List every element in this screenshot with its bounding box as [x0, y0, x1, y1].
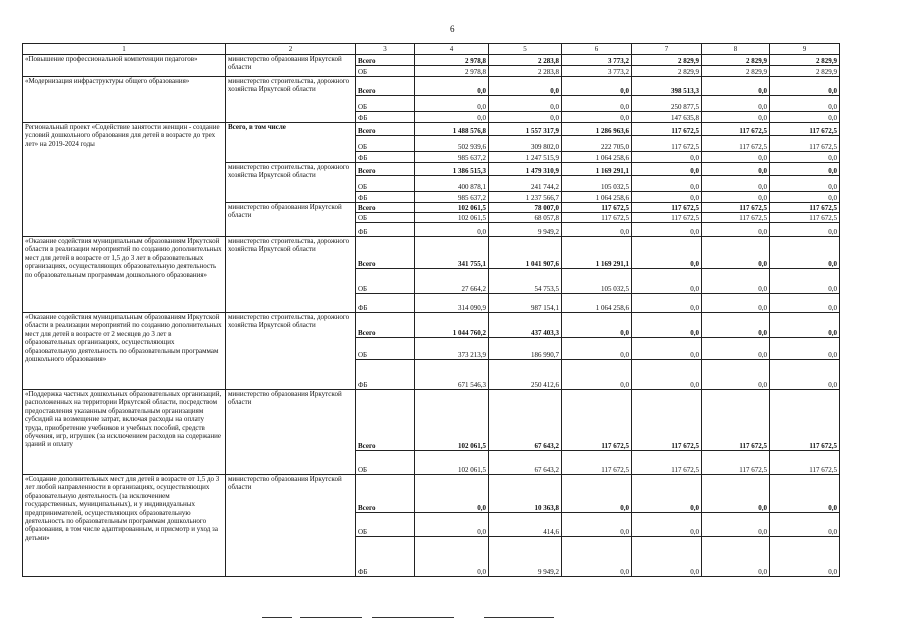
value-cell: 68 057,8 [489, 213, 562, 223]
table-row [23, 77, 840, 96]
value-cell: 0,0 [415, 513, 489, 537]
value-cell: 0,0 [770, 192, 840, 203]
value-cell: 117 672,5 [770, 136, 840, 152]
value-cell: 147 635,8 [632, 112, 702, 123]
source-cell: Всего [356, 237, 415, 269]
value-cell: 117 672,5 [770, 451, 840, 475]
value-cell: 0,0 [702, 223, 770, 237]
column-header: 1 [23, 44, 226, 55]
executor: министерство образования Иркутской области [226, 55, 356, 77]
table-row [23, 475, 840, 513]
value-cell: 117 672,5 [770, 213, 840, 223]
value-cell: 0,0 [632, 192, 702, 203]
value-cell: 1 488 576,8 [415, 123, 489, 136]
value-cell: 2 829,9 [770, 66, 840, 77]
value-cell: 0,0 [415, 223, 489, 237]
value-cell: 1 386 515,3 [415, 163, 489, 176]
source-cell: ОБ [356, 269, 415, 294]
value-cell: 1 247 515,9 [489, 152, 562, 163]
source-cell: ОБ [356, 66, 415, 77]
value-cell: 2 283,8 [489, 66, 562, 77]
source-cell: Всего [356, 163, 415, 176]
value-cell: 117 672,5 [770, 123, 840, 136]
value-cell: 54 753,5 [489, 269, 562, 294]
value-cell: 1 041 907,6 [489, 237, 562, 269]
value-cell: 1 169 291,1 [562, 237, 632, 269]
value-cell: 1 064 258,6 [562, 152, 632, 163]
footer-rule-1 [262, 617, 292, 618]
value-cell: 341 755,1 [415, 237, 489, 269]
value-cell: 186 990,7 [489, 338, 562, 360]
value-cell: 0,0 [770, 223, 840, 237]
value-cell: 0,0 [632, 475, 702, 513]
value-cell: 102 061,5 [415, 203, 489, 213]
value-cell: 0,0 [562, 112, 632, 123]
value-cell: 1 286 963,6 [562, 123, 632, 136]
value-cell: 414,6 [489, 513, 562, 537]
value-cell: 117 672,5 [770, 203, 840, 213]
value-cell: 117 672,5 [562, 390, 632, 451]
value-cell: 0,0 [415, 77, 489, 96]
source-cell: ФБ [356, 223, 415, 237]
value-cell: 0,0 [632, 152, 702, 163]
source-cell: ФБ [356, 360, 415, 390]
source-cell: Всего [356, 475, 415, 513]
source-cell: ФБ [356, 192, 415, 203]
value-cell: 0,0 [702, 77, 770, 96]
source-cell: Всего [356, 123, 415, 136]
table-body [23, 44, 840, 577]
table-row [23, 313, 840, 338]
value-cell: 117 672,5 [632, 203, 702, 213]
footer-rule-4 [484, 617, 554, 618]
value-cell: 0,0 [702, 152, 770, 163]
value-cell: 67 643,2 [489, 390, 562, 451]
value-cell: 222 705,0 [562, 136, 632, 152]
source-cell: ФБ [356, 294, 415, 313]
project-name: Региональный проект «Содействие занятости женщин - создание условий дошкольного образования для детей в возрасте до трех лет» на 2019-2024 годы [23, 123, 226, 237]
executor: министерство строительства, дорожного хозяйства Иркутской области [226, 313, 356, 390]
measure-name: «Оказание содействия муниципальным образованиям Иркутской области в реализации мероприятий по созданию дополнительных мест для детей в возрасте от 1,5 до 3 лет в образовательных организациях, осуществляющих образовательную деятельность по образовательным программам дошкольного образования» [23, 237, 226, 313]
value-cell: 105 032,5 [562, 176, 632, 192]
value-cell: 2 978,8 [415, 66, 489, 77]
value-cell: 0,0 [770, 176, 840, 192]
value-cell: 0,0 [770, 360, 840, 390]
value-cell: 0,0 [770, 338, 840, 360]
executor: министерство образования Иркутской области [226, 390, 356, 475]
value-cell: 987 154,1 [489, 294, 562, 313]
source-cell: ОБ [356, 213, 415, 223]
value-cell: 117 672,5 [702, 213, 770, 223]
value-cell: 0,0 [632, 294, 702, 313]
value-cell: 0,0 [770, 537, 840, 577]
value-cell: 0,0 [562, 77, 632, 96]
value-cell: 1 044 760,2 [415, 313, 489, 338]
measure-name: «Создание дополнительных мест для детей в возрасте от 1,5 до 3 лет любой направленности в организациях, осуществляющих образовательную деятельность (за исключением государственных, муниципальных), и у индивидуальных предпринимателей, осуществляющих образовательную деятельность по образовательным программам дошкольного образования, в том числе адаптированным, и присмотр и уход за детьми» [23, 475, 226, 577]
source-cell: ФБ [356, 537, 415, 577]
value-cell: 0,0 [632, 223, 702, 237]
value-cell: 0,0 [415, 537, 489, 577]
value-cell: 373 213,9 [415, 338, 489, 360]
value-cell: 0,0 [702, 237, 770, 269]
value-cell: 985 637,2 [415, 192, 489, 203]
source-cell: ОБ [356, 96, 415, 112]
value-cell: 502 939,6 [415, 136, 489, 152]
value-cell: 0,0 [415, 96, 489, 112]
value-cell: 0,0 [415, 112, 489, 123]
source-cell: ОБ [356, 513, 415, 537]
value-cell: 0,0 [770, 152, 840, 163]
value-cell: 0,0 [770, 513, 840, 537]
value-cell: 0,0 [702, 192, 770, 203]
source-cell: ФБ [356, 152, 415, 163]
value-cell: 1 479 310,9 [489, 163, 562, 176]
value-cell: 985 637,2 [415, 152, 489, 163]
value-cell: 437 403,3 [489, 313, 562, 338]
value-cell: 309 802,0 [489, 136, 562, 152]
value-cell: 0,0 [489, 112, 562, 123]
value-cell: 0,0 [632, 338, 702, 360]
value-cell: 2 829,9 [702, 66, 770, 77]
value-cell: 117 672,5 [632, 213, 702, 223]
measure-name: «Модернизация инфраструктуры общего образования» [23, 77, 226, 123]
table-row [23, 55, 840, 66]
measure-name: «Поддержка частных дошкольных образовательных организаций, расположенных на территории Иркутской области, посредством предоставления указанным образовательным организациям субсидий на возмещение затрат, включая расходы на оплату труда, приобретение учебников и учебных пособий, средств обучения, игр, игрушек (за исключением расходов на содержание зданий и оплату [23, 390, 226, 475]
value-cell: 0,0 [632, 313, 702, 338]
value-cell: 0,0 [632, 360, 702, 390]
source-cell: ОБ [356, 338, 415, 360]
value-cell: 102 061,5 [415, 390, 489, 451]
value-cell: 1 557 317,9 [489, 123, 562, 136]
value-cell: 9 949,2 [489, 537, 562, 577]
value-cell: 0,0 [702, 294, 770, 313]
table-row [23, 237, 840, 269]
value-cell: 0,0 [632, 176, 702, 192]
value-cell: 0,0 [562, 475, 632, 513]
value-cell: 0,0 [562, 96, 632, 112]
value-cell: 2 829,9 [632, 55, 702, 66]
executor: министерство строительства, дорожного хозяйства Иркутской области [226, 237, 356, 313]
value-cell: 0,0 [562, 338, 632, 360]
executor: министерство строительства, дорожного хозяйства Иркутской области [226, 163, 356, 203]
column-header: 5 [489, 44, 562, 55]
value-cell: 0,0 [702, 513, 770, 537]
source-cell: ОБ [356, 136, 415, 152]
value-cell: 2 829,9 [770, 55, 840, 66]
value-cell: 117 672,5 [562, 213, 632, 223]
value-cell: 117 672,5 [632, 136, 702, 152]
value-cell: 671 546,3 [415, 360, 489, 390]
value-cell: 0,0 [702, 338, 770, 360]
value-cell: 0,0 [770, 96, 840, 112]
source-cell: Всего [356, 313, 415, 338]
value-cell: 117 672,5 [702, 123, 770, 136]
value-cell: 102 061,5 [415, 451, 489, 475]
executor: министерство строительства, дорожного хозяйства Иркутской области [226, 77, 356, 123]
value-cell: 0,0 [702, 360, 770, 390]
value-cell: 0,0 [702, 313, 770, 338]
value-cell: 3 773,2 [562, 66, 632, 77]
column-header: 7 [632, 44, 702, 55]
value-cell: 1 064 258,6 [562, 192, 632, 203]
value-cell: 0,0 [770, 269, 840, 294]
value-cell: 0,0 [489, 96, 562, 112]
value-cell: 0,0 [702, 269, 770, 294]
value-cell: 78 007,0 [489, 203, 562, 213]
measure-name: «Повышение профессиональной компетенции педагогов» [23, 55, 226, 77]
value-cell: 0,0 [632, 269, 702, 294]
value-cell: 250 412,6 [489, 360, 562, 390]
value-cell: 0,0 [632, 163, 702, 176]
value-cell: 0,0 [562, 537, 632, 577]
executor: Всего, в том числе [226, 123, 356, 163]
value-cell: 398 513,3 [632, 77, 702, 96]
value-cell: 0,0 [415, 475, 489, 513]
value-cell: 9 949,2 [489, 223, 562, 237]
value-cell: 0,0 [702, 537, 770, 577]
value-cell: 0,0 [702, 163, 770, 176]
source-cell: Всего [356, 55, 415, 66]
value-cell: 0,0 [702, 176, 770, 192]
value-cell: 117 672,5 [562, 203, 632, 213]
footer-rule-2 [300, 617, 362, 618]
table-row [23, 123, 840, 136]
value-cell: 0,0 [562, 513, 632, 537]
value-cell: 0,0 [770, 77, 840, 96]
measure-name: «Оказание содействия муниципальным образованиям Иркутской области в реализации мероприятий по созданию дополнительных мест для детей в возрасте от 2 месяцев до 3 лет в образовательных организациях, осуществляющих образовательную деятельность по образовательным программам дошкольного образования» [23, 313, 226, 390]
value-cell: 117 672,5 [632, 390, 702, 451]
value-cell: 117 672,5 [562, 451, 632, 475]
executor: министерство образования Иркутской области [226, 203, 356, 237]
value-cell: 117 672,5 [702, 451, 770, 475]
source-cell: Всего [356, 390, 415, 451]
value-cell: 0,0 [562, 313, 632, 338]
value-cell: 2 829,9 [632, 66, 702, 77]
executor: министерство образования Иркутской области [226, 475, 356, 577]
value-cell: 2 283,8 [489, 55, 562, 66]
value-cell: 0,0 [489, 77, 562, 96]
source-cell: Всего [356, 77, 415, 96]
table-row [23, 44, 840, 55]
value-cell: 241 744,2 [489, 176, 562, 192]
value-cell: 105 032,5 [562, 269, 632, 294]
value-cell: 0,0 [562, 223, 632, 237]
value-cell: 0,0 [770, 313, 840, 338]
value-cell: 0,0 [562, 360, 632, 390]
source-cell: ОБ [356, 451, 415, 475]
value-cell: 102 061,5 [415, 213, 489, 223]
value-cell: 1 064 258,6 [562, 294, 632, 313]
value-cell: 0,0 [770, 163, 840, 176]
value-cell: 0,0 [702, 112, 770, 123]
value-cell: 2 829,9 [702, 55, 770, 66]
value-cell: 67 643,2 [489, 451, 562, 475]
value-cell: 117 672,5 [632, 451, 702, 475]
source-cell: ФБ [356, 112, 415, 123]
value-cell: 0,0 [770, 112, 840, 123]
value-cell: 117 672,5 [702, 390, 770, 451]
footer-rule-3 [372, 617, 454, 618]
value-cell: 0,0 [632, 513, 702, 537]
value-cell: 117 672,5 [702, 136, 770, 152]
value-cell: 3 773,2 [562, 55, 632, 66]
value-cell: 250 877,5 [632, 96, 702, 112]
table-row [23, 390, 840, 451]
value-cell: 10 363,8 [489, 475, 562, 513]
value-cell: 1 237 566,7 [489, 192, 562, 203]
budget-table [22, 43, 840, 577]
page-number: 6 [450, 24, 455, 34]
value-cell: 0,0 [770, 475, 840, 513]
value-cell: 117 672,5 [702, 203, 770, 213]
column-header: 4 [415, 44, 489, 55]
column-header: 9 [770, 44, 840, 55]
column-header: 3 [356, 44, 415, 55]
value-cell: 0,0 [632, 237, 702, 269]
column-header: 2 [226, 44, 356, 55]
value-cell: 2 978,8 [415, 55, 489, 66]
value-cell: 400 878,1 [415, 176, 489, 192]
value-cell: 27 664,2 [415, 269, 489, 294]
value-cell: 1 169 291,1 [562, 163, 632, 176]
value-cell: 0,0 [770, 294, 840, 313]
value-cell: 314 090,9 [415, 294, 489, 313]
value-cell: 0,0 [702, 96, 770, 112]
column-header: 8 [702, 44, 770, 55]
value-cell: 0,0 [770, 237, 840, 269]
value-cell: 117 672,5 [632, 123, 702, 136]
source-cell: ОБ [356, 176, 415, 192]
value-cell: 117 672,5 [770, 390, 840, 451]
value-cell: 0,0 [632, 537, 702, 577]
source-cell: Всего [356, 203, 415, 213]
column-header: 6 [562, 44, 632, 55]
value-cell: 0,0 [702, 475, 770, 513]
